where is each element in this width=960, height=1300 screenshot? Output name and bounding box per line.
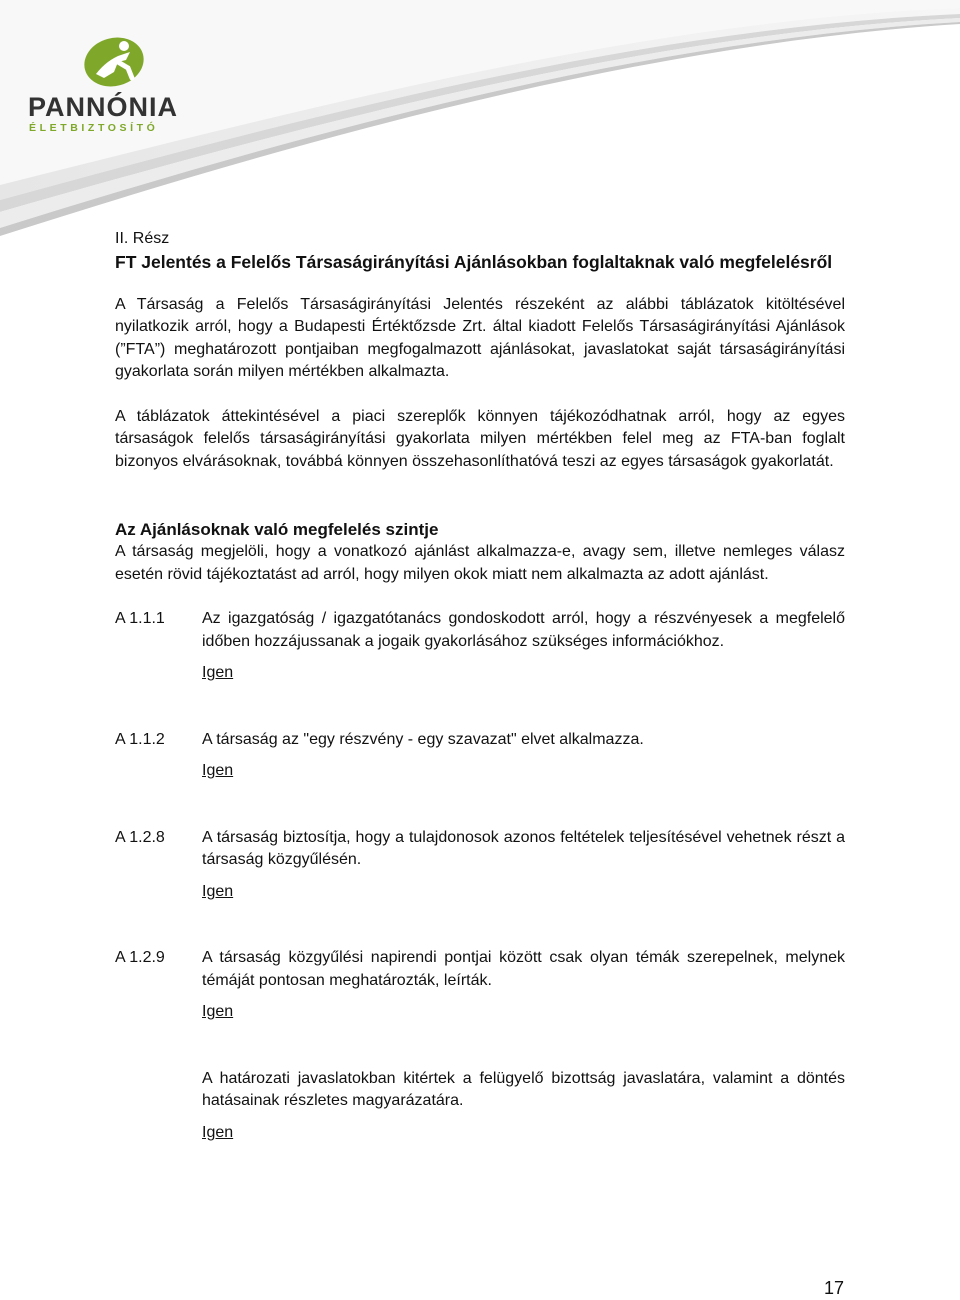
part-label: II. Rész	[115, 230, 170, 247]
item-text: A határozati javaslatokban kitértek a felügyelő bizottság javaslatára, valamint a döntés hatásainak részletes magyarázatára.	[202, 1069, 845, 1109]
item-code: A 1.2.9	[115, 949, 165, 966]
runner-emblem-icon	[74, 34, 154, 90]
item-code: A 1.1.2	[115, 730, 165, 748]
answer-link[interactable]: Igen	[202, 1003, 234, 1020]
logo-subtitle: ÉLETBIZTOSÍTÓ	[29, 122, 159, 134]
recommendation-item	[115, 1068, 845, 1145]
overview-paragraph: A táblázatok áttekintésével a piaci szereplők könnyen tájékozódhatnak arról, hogy az egyes társaságok felelős társaságirányítási gyakorlata milyen mértékben felel meg az FTA-ban foglalt bizonyos elvárásoknak, továbbá könnyen összehasonlíthatóvá teszi az egyes társaságok gyakorlatát.	[115, 407, 845, 470]
recommendation-item	[115, 608, 845, 685]
item-text: A társaság közgyűlési napirendi pontjai között csak olyan témák szerepelnek, melynek témáját pontosan meghatározták, leírták.	[202, 949, 845, 989]
answer-link[interactable]: Igen	[202, 882, 234, 900]
intro-paragraph: A Társaság a Felelős Társaságirányítási Jelentés részeként az alábbi táblázatok kitöltésével nyilatkozik arról, hogy a Budapesti Értéktőzsde Zrt. által kiadott Felelős Társaságirányítási Ajánlások (”FTA”) meghatározott pontjaiban megfogalmazott ajánlásokat, javaslatokat saját társaságirányítási gyakorlata során milyen mértékben alkalmazta.	[115, 295, 845, 380]
item-text: A társaság az "egy részvény - egy szavazat" elvet alkalmazza.	[202, 730, 644, 748]
item-code: A 1.1.1	[115, 610, 165, 627]
answer-link[interactable]: Igen	[202, 762, 234, 779]
item-text: Az igazgatóság / igazgatótanács gondoskodott arról, hogy a részvényesek a megfelelő időben hozzájussanak a jogaik gyakorlásához szükséges információkhoz.	[202, 610, 845, 650]
pannonia-logo	[26, 34, 196, 134]
section-intro: A társaság megjelöli, hogy a vonatkozó ajánlást alkalmazza-e, avagy sem, illetve nemleges válasz esetén rövid tájékoztatást ad arról, hogy milyen okok miatt nem alkalmazta az adott ajánlást.	[115, 543, 845, 583]
item-text: A társaság biztosítja, hogy a tulajdonosok azonos feltételek teljesítésével vehetnek részt a társaság közgyűlésén.	[202, 828, 845, 868]
item-code	[115, 1068, 202, 1145]
answer-link[interactable]: Igen	[202, 1123, 234, 1141]
logo-wordmark: PANNÓNIA	[28, 92, 179, 122]
page-number: 17	[824, 1278, 845, 1298]
recommendation-item	[115, 827, 845, 904]
recommendation-item	[115, 947, 845, 1024]
document-body	[115, 228, 845, 1144]
item-code: A 1.2.8	[115, 828, 165, 846]
recommendation-item	[115, 729, 845, 783]
document-title: FT Jelentés a Felelős Társaságirányítási Ajánlásokban foglaltaknak való megfelelésről	[115, 251, 833, 272]
section-title: Az Ajánlásoknak való megfelelés szintje	[115, 520, 439, 539]
answer-link[interactable]: Igen	[202, 664, 234, 681]
